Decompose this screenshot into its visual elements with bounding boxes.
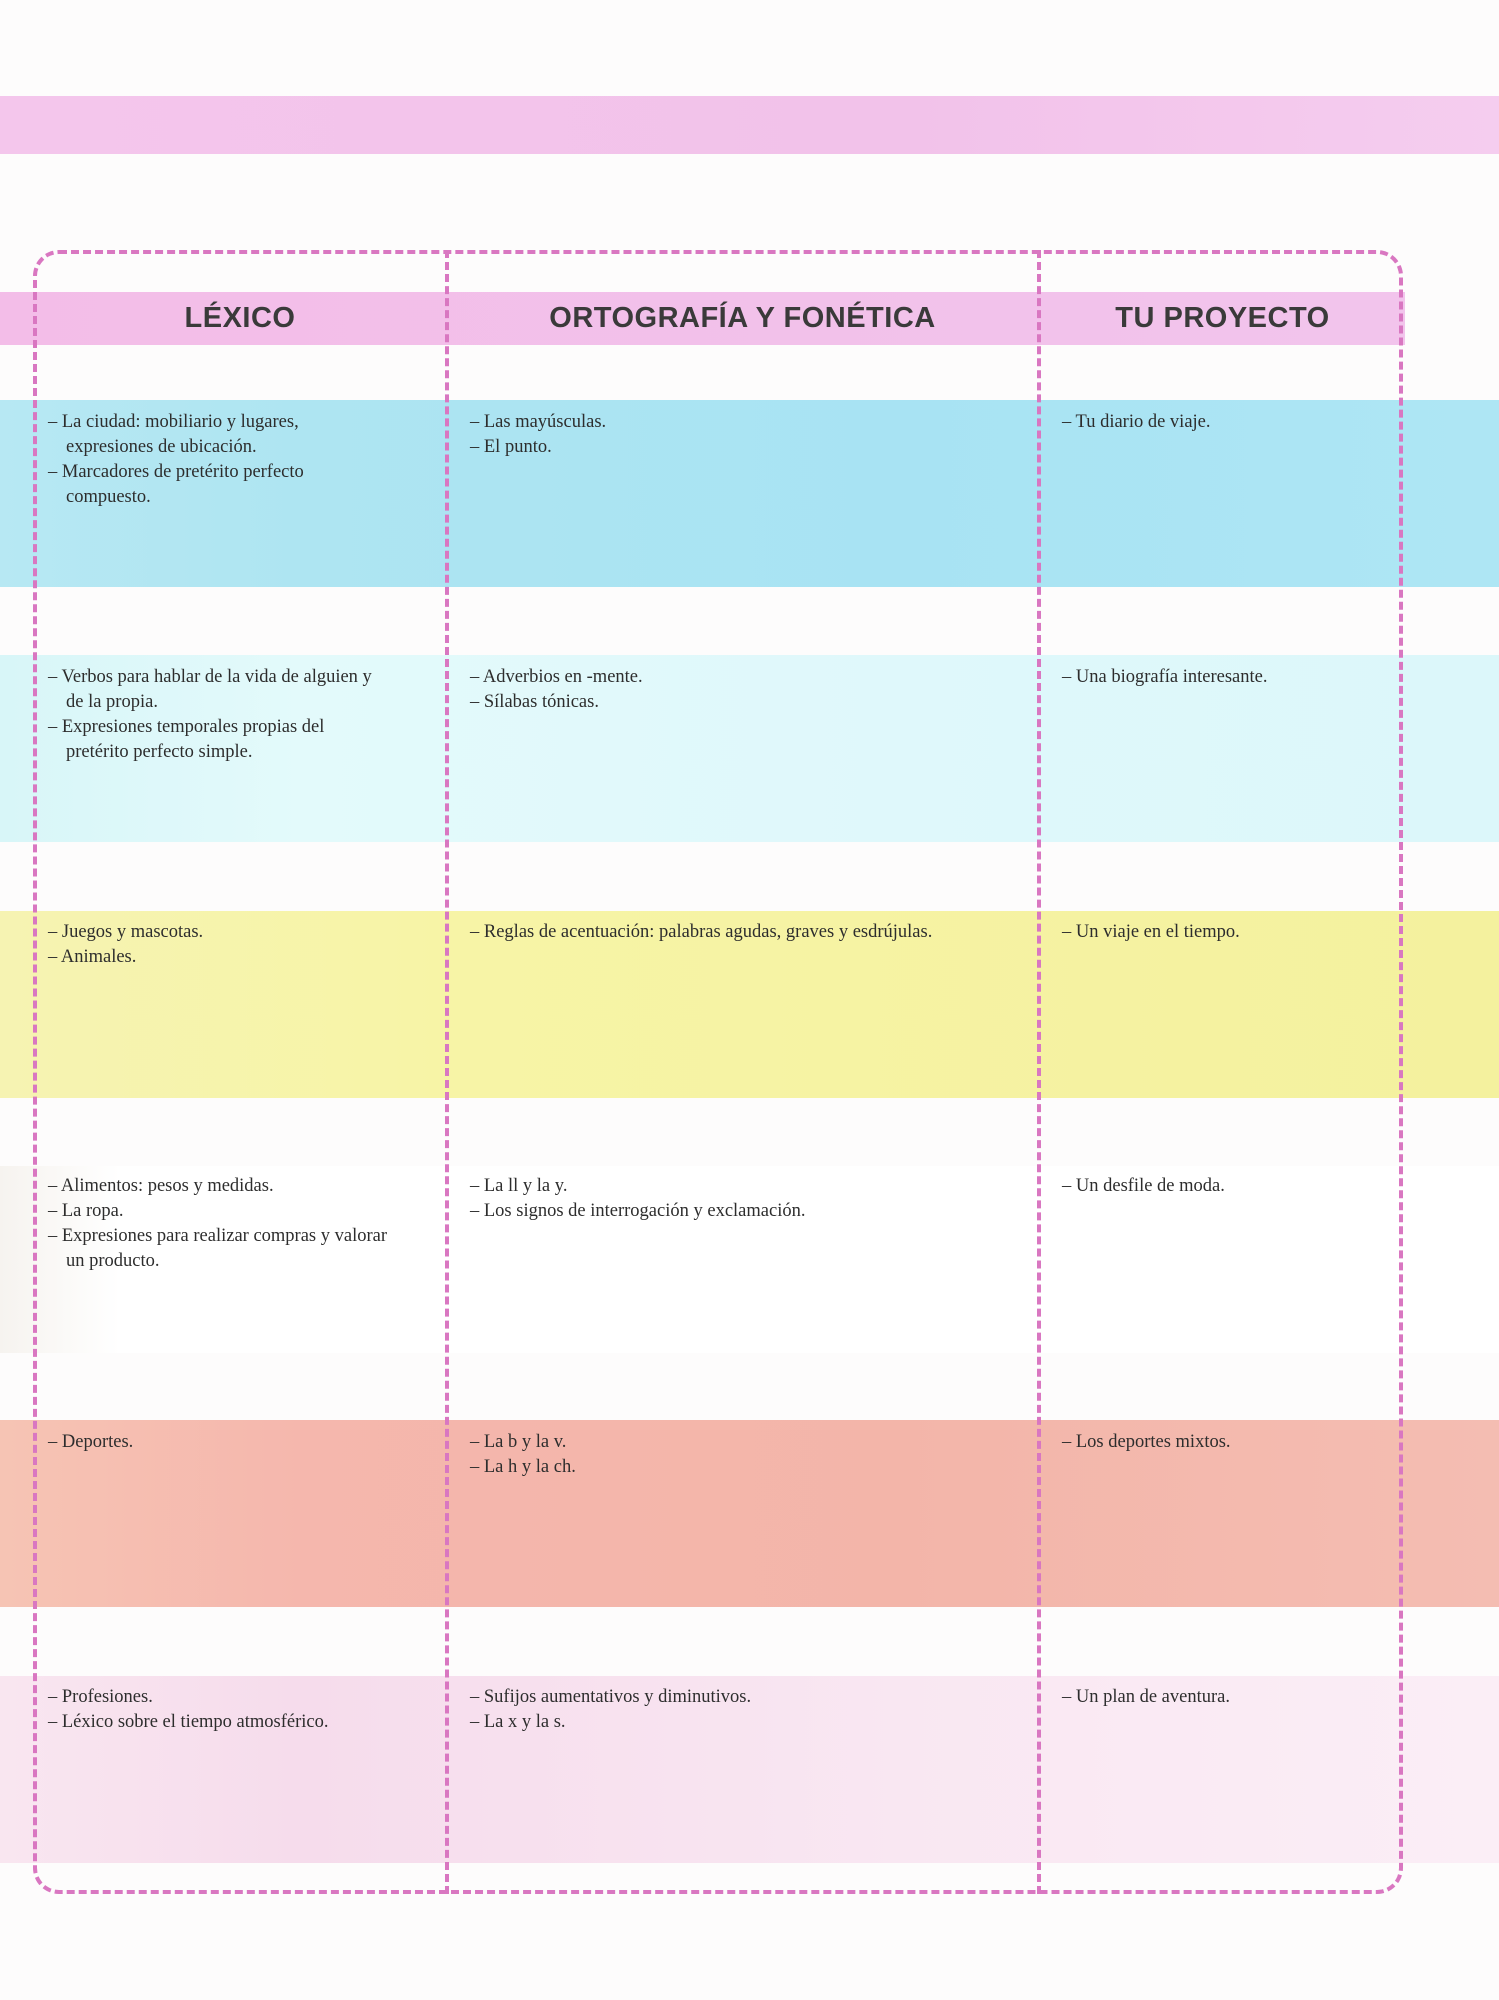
list-item: – La ciudad: mobiliario y lugares, expresiones de ubicación.: [48, 410, 388, 460]
cell-proyecto-row-1: [1062, 410, 1382, 435]
list-item: – Sufijos aumentativos y diminutivos.: [470, 1685, 950, 1710]
column-divider-1: [445, 250, 449, 1894]
header-proyecto: TU PROYECTO: [1115, 302, 1330, 334]
list-item: – Adverbios en -mente.: [470, 665, 950, 690]
list-item: – Reglas de acentuación: palabras agudas, graves y esdrújulas.: [470, 920, 950, 945]
cell-lexico-row-4: [48, 1174, 388, 1274]
cell-proyecto-row-5: [1062, 1430, 1382, 1455]
cell-proyecto-row-6: [1062, 1685, 1382, 1710]
list-item: – Un plan de aventura.: [1062, 1685, 1382, 1710]
list-item: – La b y la v.: [470, 1430, 950, 1455]
list-item: – Juegos y mascotas.: [48, 920, 388, 945]
list-item: – Sílabas tónicas.: [470, 690, 950, 715]
list-item: – Los deportes mixtos.: [1062, 1430, 1382, 1455]
list-item: – Una biografía interesante.: [1062, 665, 1382, 690]
cell-lexico-row-5: [48, 1430, 388, 1455]
cell-ortografia-row-5: [470, 1430, 950, 1480]
list-item: – Deportes.: [48, 1430, 388, 1455]
cell-proyecto-row-3: [1062, 920, 1382, 945]
cell-lexico-row-1: [48, 410, 388, 510]
list-item: – Tu diario de viaje.: [1062, 410, 1382, 435]
list-item: – Marcadores de pretérito perfecto compuesto.: [48, 460, 388, 510]
cell-lexico-row-2: [48, 665, 388, 765]
list-item: – Un viaje en el tiempo.: [1062, 920, 1382, 945]
cell-proyecto-row-4: [1062, 1174, 1382, 1199]
top-decorative-band: [0, 96, 1499, 154]
list-item: – Verbos para hablar de la vida de alguien y de la propia.: [48, 665, 388, 715]
header-ortografia: ORTOGRAFÍA Y FONÉTICA: [549, 302, 936, 334]
cell-ortografia-row-3: [470, 920, 950, 945]
cell-ortografia-row-2: [470, 665, 950, 715]
list-item: – Animales.: [48, 945, 388, 970]
cell-lexico-row-3: [48, 920, 388, 970]
list-item: – La ropa.: [48, 1199, 388, 1224]
column-divider-2: [1037, 250, 1041, 1894]
cell-proyecto-row-2: [1062, 665, 1382, 690]
list-item: – La h y la ch.: [470, 1455, 950, 1480]
list-item: – Alimentos: pesos y medidas.: [48, 1174, 388, 1199]
list-item: – El punto.: [470, 435, 950, 460]
cell-ortografia-row-1: [470, 410, 950, 460]
list-item: – Expresiones para realizar compras y valorar un producto.: [48, 1224, 388, 1274]
list-item: – La x y la s.: [470, 1710, 950, 1735]
cell-lexico-row-6: [48, 1685, 388, 1735]
list-item: – Los signos de interrogación y exclamación.: [470, 1199, 950, 1224]
list-item: – Expresiones temporales propias del pretérito perfecto simple.: [48, 715, 388, 765]
list-item: – Un desfile de moda.: [1062, 1174, 1382, 1199]
list-item: – Las mayúsculas.: [470, 410, 950, 435]
list-item: – Léxico sobre el tiempo atmosférico.: [48, 1710, 388, 1735]
header-lexico: LÉXICO: [184, 302, 296, 334]
list-item: – La ll y la y.: [470, 1174, 950, 1199]
cell-ortografia-row-6: [470, 1685, 950, 1735]
cell-ortografia-row-4: [470, 1174, 950, 1224]
list-item: – Profesiones.: [48, 1685, 388, 1710]
